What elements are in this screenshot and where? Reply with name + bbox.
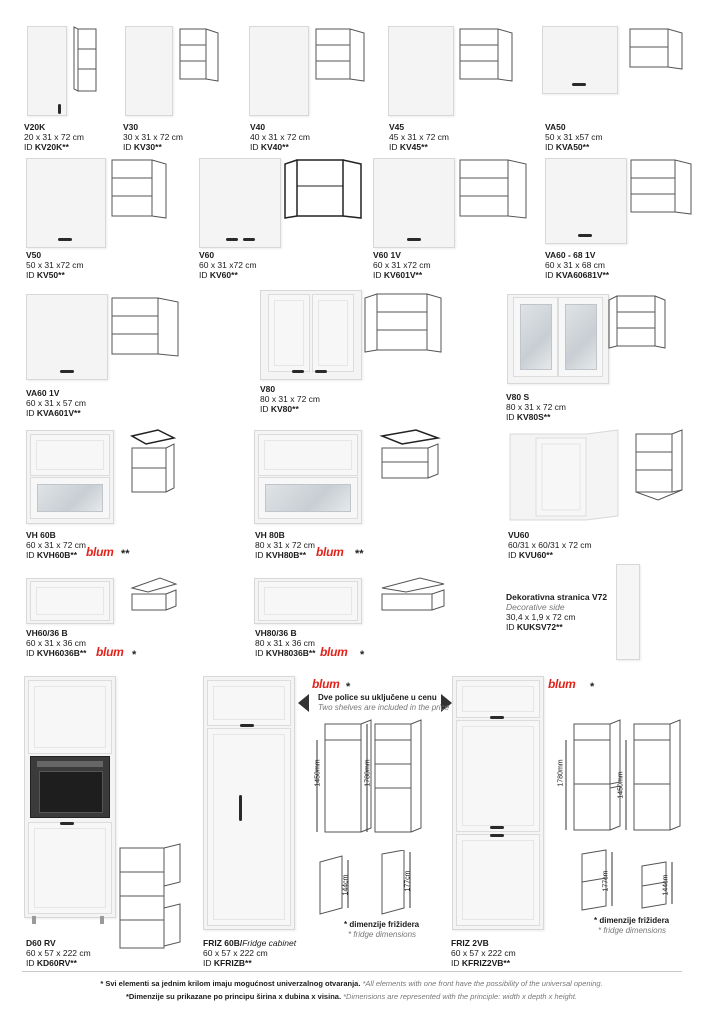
footer-line-2: *Dimenzije su prikazane po principu širina x dubina x visina. *Dimensions are represented with the principle: width x depth x height.: [125, 992, 578, 1001]
cabinet-sketch: [72, 25, 100, 95]
handle: [243, 238, 255, 241]
handle: [292, 370, 304, 373]
asterisk: **: [121, 548, 130, 560]
measure-177: 177cm: [602, 870, 610, 892]
label-d60rv: D60 RV 60 x 57 x 222 cm ID KD60RV**: [26, 938, 91, 968]
fridge-dims-note: * dimenzije frižidera * fridge dimensions: [594, 916, 670, 935]
cabinet-sketch: [368, 576, 448, 616]
measure-177: 177cm: [404, 870, 412, 892]
blum-logo: blum: [96, 645, 124, 659]
arrow-left-icon: [298, 694, 309, 712]
label-v45: V45 45 x 31 x 72 cm ID KV45**: [389, 122, 450, 152]
cabinet-sketch: [176, 25, 222, 85]
label-v601v: V60 1V 60 x 31 x72 cm ID KV601V**: [373, 250, 431, 280]
handle: [240, 724, 254, 727]
label-v50: V50 50 x 31 x72 cm ID KV50**: [26, 250, 84, 280]
measure-1450: 1450mm: [617, 771, 625, 799]
corner-cabinet: [506, 428, 622, 524]
label-vh8036b: VH80/36 B 80 x 31 x 36 cm ID KVH8036B**: [255, 628, 316, 658]
label-friz2vb: FRIZ 2VB 60 x 57 x 222 cm ID KFRIZ2VB**: [451, 938, 516, 968]
asterisk: *: [132, 649, 137, 661]
cabinet-sketch: [607, 292, 667, 352]
handle: [315, 370, 327, 373]
handle: [58, 104, 61, 114]
fridge-cabinet-sketch: [558, 712, 696, 842]
cabinet-sketch: [108, 156, 170, 222]
handle: [490, 834, 504, 837]
oven: [30, 756, 110, 818]
measure-1450: 1450mm: [314, 759, 322, 787]
handle: [490, 826, 504, 829]
blum-logo: blum: [86, 545, 114, 559]
shelves-note: Dve police su uključene u cenu Two shelves are included in the price: [318, 693, 450, 712]
cabinet-sketch: [312, 25, 368, 85]
label-v40: V40 40 x 31 x 72 cm ID KV40**: [250, 122, 311, 152]
cabinet-sketch: [456, 25, 516, 85]
handle: [226, 238, 238, 241]
label-vh6036b: VH60/36 B 60 x 31 x 36 cm ID KVH6036B**: [26, 628, 87, 658]
label-v20k: V20K 20 x 31 x 72 cm ID KV20K**: [24, 122, 85, 152]
label-vh60b: VH 60B 60 x 31 x 72 cm ID KVH60B**: [26, 530, 87, 560]
cabinet-sketch: [108, 294, 184, 360]
blum-logo: blum: [312, 677, 340, 691]
cabinet-sketch: [283, 156, 365, 222]
cabinet-sketch: [363, 290, 445, 356]
footer-divider: [22, 971, 682, 972]
cabinet-sketch: [118, 428, 178, 498]
handle: [407, 238, 421, 241]
label-v30: V30 30 x 31 x 72 cm ID KV30**: [123, 122, 184, 152]
cabinet-sketch: [108, 842, 192, 958]
blum-logo: blum: [320, 645, 348, 659]
fridge-sketch: [572, 846, 692, 914]
blum-logo: blum: [548, 677, 576, 691]
footer-line-1: * Svi elementi sa jednim krilom imaju mogućnost univerzalnog otvaranja. *All elements with one front have the possibility of the universal opening.: [100, 979, 603, 988]
label-v80s: V80 S 80 x 31 x 72 cm ID KV80S**: [506, 392, 567, 422]
label-va601v: VA60 1V 60 x 31 x 57 cm ID KVA601V**: [26, 388, 87, 418]
handle: [58, 238, 72, 241]
measure-144: 144cm: [662, 874, 670, 896]
handle: [60, 822, 74, 825]
asterisk: **: [355, 548, 364, 560]
fridge-sketch: [312, 850, 432, 920]
measure-144: 144cm: [342, 874, 350, 896]
handle: [490, 716, 504, 719]
label-va50: VA50 50 x 31 x57 cm ID KVA50**: [545, 122, 603, 152]
label-friz60b: FRIZ 60B/Fridge cabinet 60 x 57 x 222 cm ID KFRIZB**: [203, 938, 297, 968]
handle: [60, 370, 74, 373]
measure-1780: 1780mm: [557, 759, 565, 787]
fridge-cabinet-sketch: [305, 714, 453, 846]
cabinet-sketch: [118, 576, 180, 616]
handle: [239, 795, 242, 821]
cabinet-sketch: [626, 25, 686, 73]
cabinet-sketch: [627, 156, 695, 218]
fridge-dims-note: * dimenzije frižidera * fridge dimensions: [344, 920, 420, 939]
label-v60: V60 60 x 31 x72 cm ID KV60**: [199, 250, 257, 280]
handle: [572, 83, 586, 86]
label-vu60: VU60 60/31 x 60/31 x 72 cm ID KVU60**: [508, 530, 592, 560]
asterisk: *: [360, 649, 365, 661]
handle: [578, 234, 592, 237]
label-vh80b: VH 80B 80 x 31 x 72 cm ID KVH80B**: [255, 530, 316, 560]
blum-logo: blum: [316, 545, 344, 559]
asterisk: *: [346, 681, 351, 693]
label-v72: Dekorativna stranica V72 Decorative side 30,4 x 1,9 x 72 cm ID KUKSV72**: [506, 592, 608, 632]
cabinet-sketch: [368, 428, 442, 484]
cabinet-sketch: [456, 156, 532, 222]
asterisk: *: [590, 681, 595, 693]
measure-1780: 1780mm: [364, 759, 372, 787]
label-v80: V80 80 x 31 x 72 cm ID KV80**: [260, 384, 321, 414]
label-va6068: VA60 - 68 1V 60 x 31 x 68 cm ID KVA60681V**: [545, 250, 610, 280]
cabinet-sketch: [628, 428, 686, 504]
